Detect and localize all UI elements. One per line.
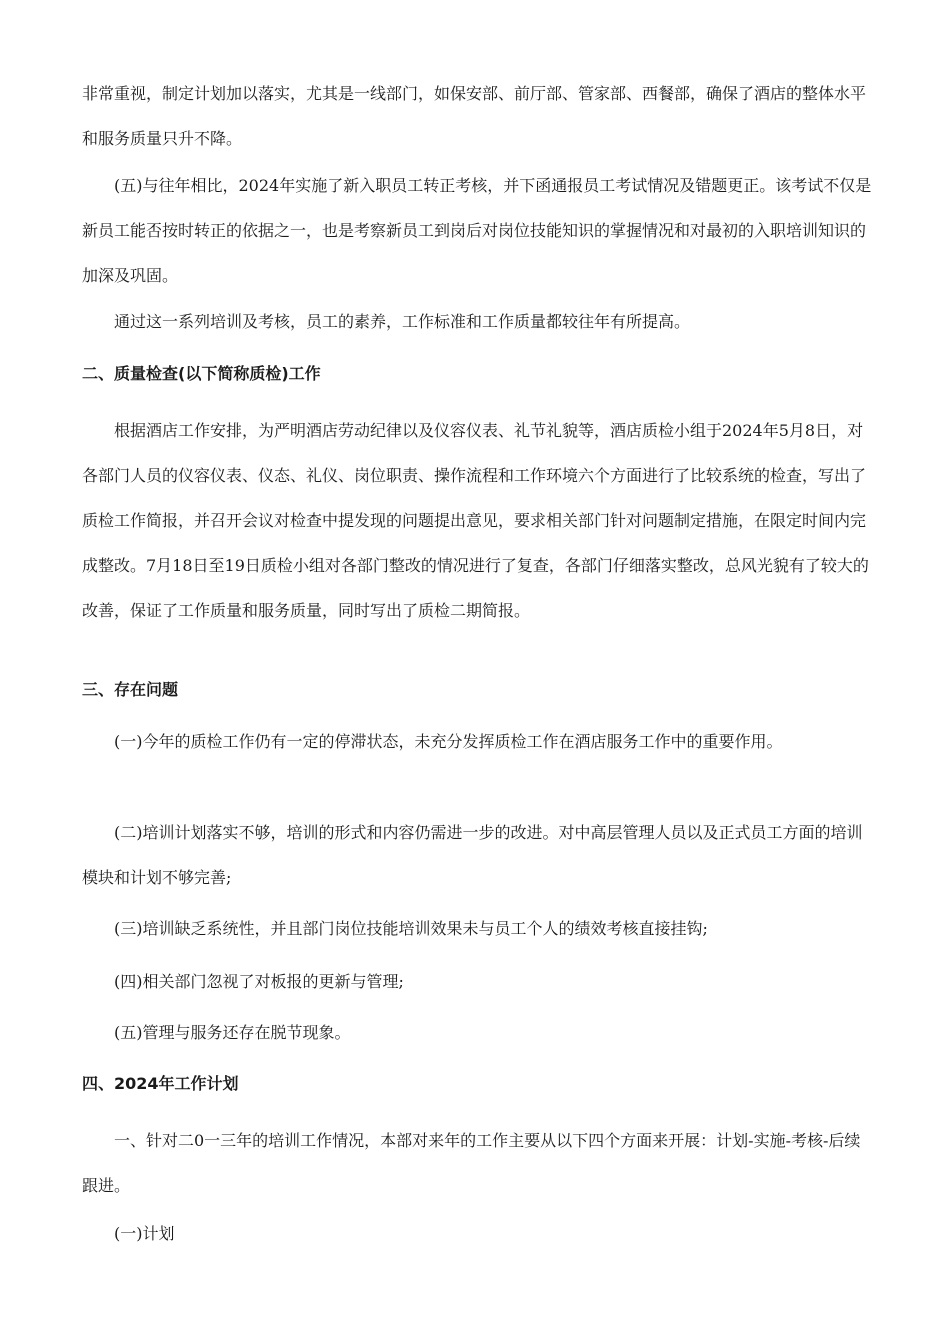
section-heading-quality-check: 二、质量检查(以下简称质检)工作 <box>82 364 321 383</box>
plan-subheading: (一)计划 <box>114 1224 175 1243</box>
paragraph-summary: 通过这一系列培训及考核，员工的素养，工作标准和工作质量都较往年有所提高。 <box>114 312 691 331</box>
section-heading-plan: 四、2024年工作计划 <box>82 1074 239 1093</box>
issue-item: (一)今年的质检工作仍有一定的停滞状态，未充分发挥质检工作在酒店服务工作中的重要作用。 <box>114 732 783 751</box>
section-heading-issues: 三、存在问题 <box>82 680 179 699</box>
paragraph-continuation: 非常重视，制定计划加以落实，尤其是一线部门，如保安部、前厅部、管家部、西餐部，确保了酒店的整体水平和服务质量只升不降。 <box>82 84 867 148</box>
issue-item: (四)相关部门忽视了对板报的更新与管理; <box>114 972 404 991</box>
issue-item: (二)培训计划落实不够，培训的形式和内容仍需进一步的改进。对中高层管理人员以及正式员工方面的培训模块和计划不够完善; <box>82 823 863 887</box>
paragraph-plan: 一、针对二0一三年的培训工作情况，本部对来年的工作主要从以下四个方面来开展：计划-实施-考核-后续跟进。 <box>82 1131 861 1195</box>
issue-item: (三)培训缺乏系统性，并且部门岗位技能培训效果未与员工个人的绩效考核直接挂钩; <box>114 919 708 938</box>
paragraph-item-five: (五)与往年相比，2024年实施了新入职员工转正考核，并下函通报员工考试情况及错题更正。该考试不仅是新员工能否按时转正的依据之一，也是考察新员工到岗后对岗位技能知识的掌握情况和对最初的入职培训知识的加深及巩固。 <box>82 176 872 285</box>
paragraph-quality-check: 根据酒店工作安排，为严明酒店劳动纪律以及仪容仪表、礼节礼貌等，酒店质检小组于2024年5月8日，对各部门人员的仪容仪表、仪态、礼仪、岗位职责、操作流程和工作环境六个方面进行了比较系统的检查，写出了质检工作简报，并召开会议对检查中提发现的问题提出意见，要求相关部门针对问题制定措施，在限定时间内完成整改。7月18日至19日质检小组对各部门整改的情况进行了复查，各部门仔细落实整改，总风光貌有了较大的改善，保证了工作质量和服务质量，同时写出了质检二期简报。 <box>82 421 869 620</box>
issue-item: (五)管理与服务还存在脱节现象。 <box>114 1023 351 1042</box>
